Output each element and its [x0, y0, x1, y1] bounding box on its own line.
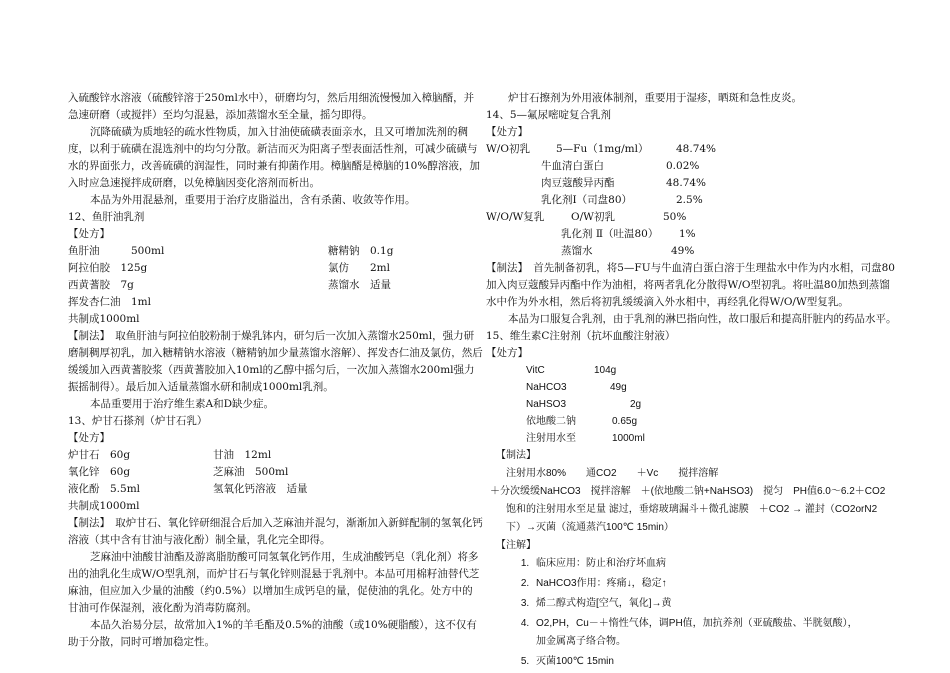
notes-list: [486, 555, 896, 671]
formula-row: NaHCO3 49g: [526, 382, 627, 393]
use-12: 本品重要用于治疗维生素A和D缺少症。: [90, 398, 275, 410]
right-column: [486, 90, 896, 673]
left-column: [68, 90, 483, 651]
formula-cell: 氧化锌 60g: [68, 466, 131, 478]
formula-row: 牛血清白蛋白 0.02%: [541, 160, 700, 172]
paragraph-13a: 芝麻油中油酸甘油酯及游离脂肪酸可同氢氧化钙作用，生成油酸钙皂（乳化剂）将多出的油乳化生成W/O型乳剂，而炉甘石与氧化锌则混悬于乳剂中。本品可用棉籽油替代芝麻油，但应加入少量的油酸（约0.5%）以增加生成钙皂的量，促使油的乳化。处方中的甘油可作保湿剂，液化酚为消毒防腐剂。: [68, 551, 480, 614]
heading-13: 13、炉甘石搽剂（炉甘石乳）: [68, 415, 208, 427]
sulfur-paragraph: 沉降硫磺为质地轻的疏水性物质，加入甘油使硫磺表面亲水，且又可增加洗剂的稠度，以利于硫磺在混选剂中的均匀分散。新洁而灭为阳离子型表面活性剂，可减少硫磺与水的界面张力，改善硫磺的润湿性，同时兼有抑菌作用。樟脑醑是樟脑的10%醇溶液，加入时应急速搅拌成研磨，以免樟脑因变化溶剂而析出。: [68, 126, 480, 189]
formula-table-14: [486, 141, 896, 260]
formula-cell: 炉甘石 60g: [68, 449, 131, 461]
note-item: 2. NaHCO3作用：疼痛↓，稳定↑: [532, 575, 896, 593]
heading-15: 15、维生素C注射剂（抗坏血酸注射液）: [486, 330, 676, 342]
prescription-label-14: 【处方】: [486, 126, 528, 138]
formula-extra-12: 挥发杏仁油 1ml: [68, 296, 151, 308]
formula-cell: 甘油 12ml: [213, 449, 272, 461]
method-13: 【制法】 取炉甘石、氧化锌研细混合后加入芝麻油并混匀，渐渐加入新鲜配制的氢氧化钙溶液（其中含有甘油与液化酚）制全量，乳化完全即得。: [68, 517, 483, 546]
formula-row: 注射用水至 1000ml: [526, 433, 645, 444]
note-item: 5. 灭菌100℃ 15min: [532, 653, 896, 671]
top-paragraph: 炉甘石擦剂为外用液体制剂，重要用于湿疹，晒斑和急性皮炎。: [508, 92, 802, 104]
formula-row: 肉豆蔻酸异丙酯 48.74%: [541, 177, 707, 189]
paragraph-13b: 本品久治易分层，故常加入1%的羊毛酯及0.5%的油酸（或10%硬脂酸），这不仅有助于分散，同时可增加稳定性。: [68, 619, 477, 648]
intro-paragraph: 入硫酸锌水溶液（硫酸锌溶于250ml水中），研磨均匀，然后用细流慢慢加入樟脑醑，并急速研磨（或搅拌）至均匀混悬，添加蒸馏水至全量，摇匀即得。: [68, 92, 475, 121]
formula-cell: 液化酚 5.5ml: [68, 483, 141, 495]
formula-cell: 鱼肝油 500ml: [68, 245, 165, 257]
note-item: 4. O2,PH，Cu－＋惰性气体，调PH值，加抗养剂（亚硫酸盐、半胱氨酸），加金属离子络合物。: [532, 615, 896, 651]
formula-table-13: [68, 447, 483, 498]
formula-cell: 氢氧化钙溶液 适量: [213, 483, 308, 495]
prescription-label-13: 【处方】: [68, 432, 110, 444]
formula-cell: 芝麻油 500ml: [213, 466, 289, 478]
notes-label: 【注解】: [496, 540, 536, 551]
method-15: [486, 447, 896, 671]
formula-row: NaHSO3 2g: [526, 399, 642, 410]
use-paragraph-1: 本品为外用混悬剂，重要用于治疗皮脂溢出，含有杀菌、收敛等作用。: [90, 194, 416, 206]
formula-table-15: [486, 362, 896, 447]
formula-table-12: [68, 243, 483, 294]
note-item: 3. 烯二醇式构造[空气，氧化]→黄: [532, 595, 896, 613]
formula-cell: 阿拉伯胶 125g: [68, 262, 148, 274]
formula-row: W/O/W复乳 O/W初乳 50%: [486, 211, 687, 223]
formula-row: 蒸馏水 49%: [561, 245, 695, 257]
formula-cell: 西黄蓍胶 7g: [68, 279, 134, 291]
method-15-line: ＋分次缓缓NaHCO3 搅拌溶解 ＋(依地酸二钠+NaHSO3) 搅匀 PH值6.0～6.2＋CO2: [490, 486, 886, 497]
formula-row: W/O初乳 5—Fu（1mg/ml） 48.74%: [486, 143, 717, 155]
formula-cell: 氯仿 2ml: [328, 262, 390, 274]
method-15-label: 【制法】: [496, 450, 536, 461]
formula-cell: 糖精钠 0.1g: [328, 245, 394, 257]
formula-cell: 蒸馏水 适量: [328, 279, 391, 291]
method-15-line: 饱和的注射用水至足量 滤过，垂熔玻璃漏斗＋微孔滤膜 ＋CO2 → 灌封（CO2orN2: [506, 504, 878, 515]
formula-row: 乳化剂Ⅰ（司盘80） 2.5%: [541, 194, 703, 206]
formula-row: VitC 104g: [526, 365, 617, 376]
use-14: 本品为口服复合乳剂，由于乳剂的淋巴指向性，故口服后和提高肝脏内的药品水平。: [508, 313, 897, 325]
prescription-label-15: 【处方】: [486, 347, 528, 359]
heading-12: 12、鱼肝油乳剂: [68, 211, 145, 223]
method-12: 【制法】 取鱼肝油与阿拉伯胶粉制于燥乳钵内，研匀后一次加入蒸馏水250ml，强力研磨制稠厚初乳，加入糖精钠水溶液（糖精钠加少量蒸馏水溶解）、挥发杏仁油及氯仿，然后缓缓加入西黄蓍胶浆（西黄蓍胶加入10ml的乙醇中摇匀后，一次加入蒸馏水200ml强力振摇制得）。最后加入适量蒸馏水研和制成1000ml乳剂。: [68, 330, 483, 393]
method-14: 【制法】 首先制备初乳，将5—FU与牛血清白蛋白溶于生理盐水中作为内水相，司盘80加入肉豆蔻酸异丙酯中作为油相，将两者乳化分散得W/O型初乳。将吐温80加热到蒸馏水中作为外水相，然后将初乳缓缓滴入外水相中，再经乳化得W/O/W型复乳。: [486, 262, 895, 308]
total-12: 共制成1000ml: [68, 313, 140, 325]
method-15-line: 下）→灭菌（流通蒸汽100℃ 15min）: [506, 522, 674, 533]
method-15-line: 注射用水80% 通CO2 ＋Vc 搅拌溶解: [506, 468, 719, 479]
prescription-label-12: 【处方】: [68, 228, 110, 240]
note-item: 1. 临床应用：防止和治疗坏血病: [532, 555, 896, 573]
formula-row: 乳化剂 Ⅱ（吐温80） 1%: [561, 228, 696, 240]
total-13: 共制成1000ml: [68, 500, 140, 512]
formula-row: 依地酸二钠 0.65g: [526, 416, 638, 427]
heading-14: 14、5—氟尿嘧啶复合乳剂: [486, 109, 612, 121]
